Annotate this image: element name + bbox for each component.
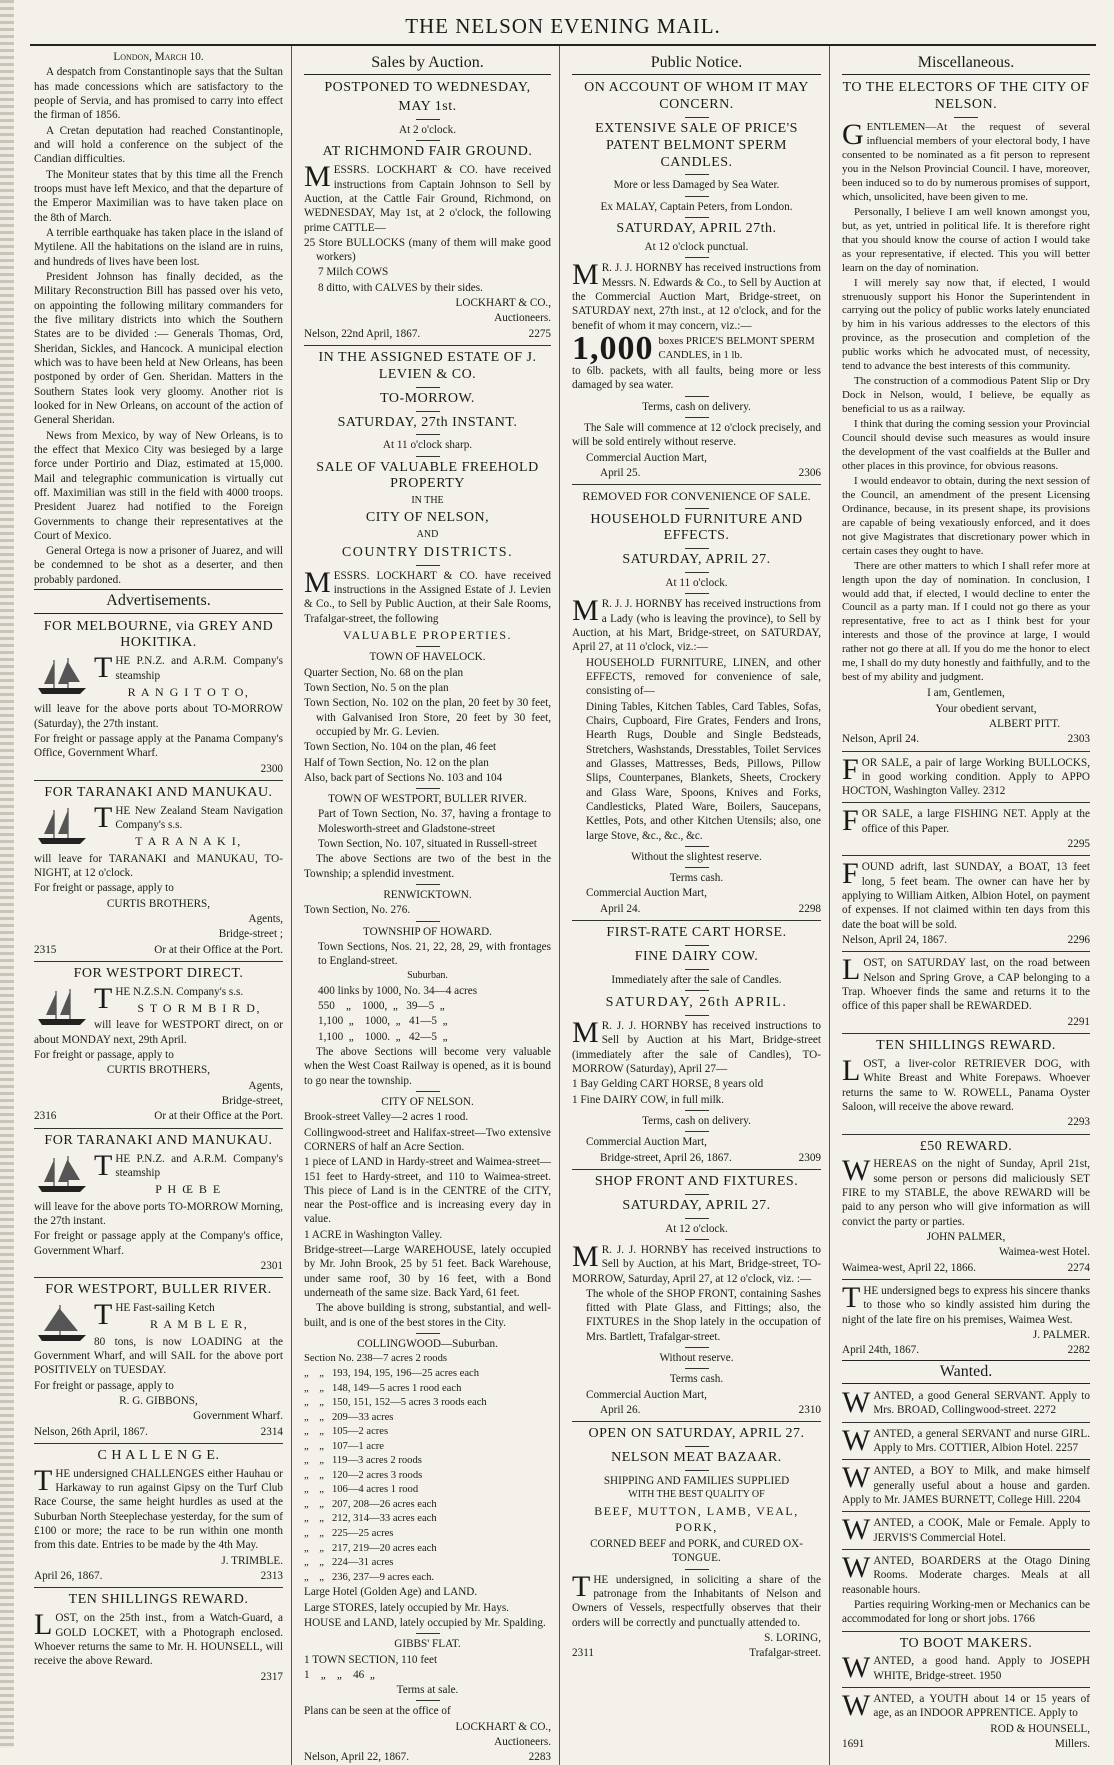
wanted-cook: WANTED, a COOK, Male or Female. Apply to JERVIS'S Commercial Hotel. [842, 1513, 1090, 1547]
auction-place: AT RICHMOND FAIR GROUND. [322, 144, 533, 160]
property-line: „ „ 120—2 acres 3 roods [304, 1469, 423, 1481]
ad-number: 2303 [1067, 733, 1090, 746]
notice-headline: SATURDAY, APRIL 27th. [616, 221, 777, 237]
misc-body: OR SALE, a large FISHING NET. Apply at the office of this Paper. [861, 808, 1090, 835]
auction-headline: TO-MORROW. [380, 390, 475, 406]
ad-number: 2301 [260, 1259, 283, 1272]
ad-body: will leave for WESTPORT direct, on or about MONDAY next, 29th April. [34, 1019, 283, 1046]
notice-time: At 11 o'clock. [665, 576, 728, 589]
ketch-icon [34, 1301, 90, 1345]
notice-headline: ON ACCOUNT OF WHOM IT MAY CONCERN. [584, 80, 809, 113]
ad-body: 80 tons, is now LOADING at the Government Wharf, and will SAIL for the above port POSITIVELY on TUESDAY. [34, 1335, 283, 1377]
news-paragraph: General Ortega is now a prisoner of Juarez, and will be condemned to be shot as a deserter, and then probably pardoned. [34, 545, 283, 586]
letter-date: Nelson, April 24. [842, 733, 920, 746]
property-heading: TOWNSHIP OF HOWARD. [363, 925, 492, 938]
misc-body: HEREAS on the night of Sunday, April 21st, some person or persons did maliciously SET FIRE to my STABLE, the above REWARD will be paid to any person who will give information as will convict the party or parties. [842, 1158, 1090, 1228]
wanted-nurse-girl: WANTED, a general SERVANT and nurse GIRL. Apply to Mrs. COTTIER, Albion Hotel. 2257 [842, 1423, 1090, 1457]
notice-headline: REMOVED FOR CONVENIENCE OF SALE. [582, 489, 811, 504]
ad-number: 2282 [1067, 1344, 1090, 1357]
property-line: The above Sections are two of the best in the Township; a splendid investment. [304, 853, 551, 880]
notice-headline: SATURDAY, APRIL 27. [622, 1197, 771, 1213]
auctioneer-role: Auctioneers. [494, 312, 551, 325]
notice-headline: SHOP FRONT AND FIXTURES. [594, 1173, 799, 1189]
auction-item: 8 ditto, with CALVES by their sides. [318, 281, 483, 294]
notice-headline: OPEN ON SATURDAY, APRIL 27. [588, 1426, 805, 1442]
property-line: 400 links by 1000, No. 34—4 acres [318, 984, 478, 997]
misc-date: Waimea-west, April 22, 1866. [842, 1261, 976, 1274]
notice-headline: NELSON MEAT BAZAAR. [611, 1450, 782, 1466]
news-paragraph: President Johnson has finally decided, as the Military Reconstruction Bill has passed over his veto, on appointing the following military commanders for the five military districts into which the Southern States are to be divided :— Generals Thomas, Ord, Sheridan, Sickles, and Hancock. A municipal election which was to have been held at New Orleans, has been postponed by order of Gen. Sheridan. Matters in the Southern States look very gloomy. Another riot is looked for in New Orleans, on account of the action of General Sheridan. [34, 270, 283, 427]
property-line: Bridge-street—Large WAREHOUSE, lately occupied by Mr. John Brook, 25 by 51 feet. Back Warehouse, under same roof, 30 by 16 feet, with a Bond underneath of the same size. Back Yard, 61 feet. [304, 1244, 551, 1300]
ad-number: 2293 [1067, 1116, 1090, 1129]
ship-name: R A N G I T O T O, [127, 684, 250, 699]
auction-date: Nelson, 22nd April, 1867. [304, 327, 421, 340]
notice-terms: Terms cash. [669, 872, 724, 885]
letter-closing: Your obedient servant, [935, 702, 1037, 715]
misc-electors-address: TO THE ELECTORS OF THE CITY OF NELSON. GENTLEMEN—At the request of several influencial members of your electoral body, I have consented to be nominated as a fit person to represent you in the Nelson Provincial Council. I have, moreover, been induced so to do by numerous promises of support, which, unsolicited, have been given to me. Personally, I believe I am well known amongst you, but, as yet, untried in political life. It is therefore right that you should know the course of action I would take as your representative, if elected. This you will better learn on the day of nomination. I will merely say now that, if elected, I would strenuously support his Honor the Superintendent in carrying out the policy of public works lately enunciated by him in his various addresses to the electors of this province, as the prosecution and completion of the public works which he advocated must, of necessity, tend to advance the best interests of this community. The construction of a commodious Patent Slip or Dry Dock in Nelson, would, I believe, be equally as beneficial to us as a railway. I think that during the coming session your Provincial Council should devise such measures as would insure the development of the vast coalfields at the Buller and other places in this province, for obvious reasons. I would endeavor to obtain, during the next session of the Council, an amendment of the present Licensing Ordinance, because, in its present shape, its provisions are capable of being vexatiously enforced, and it does not give Magistrates that discretionary power which in certain cases they ought to have. There are other matters to which I shall refer more at length upon the day of nomination. In conclusion, I would add that, if elected, I would decline to enter the Council as a party man. If I could not go there as your representative, free to act as I think best for your interests and those of the province at large, I would rather not go there at all. If you do me the honor to elect me, I shall do my duty honestly and faithfully, and to the best of my ability and judgment. I am, Gentlemen, Your obedient servant, ALBERT PITT. Nelson, April 24. 2303 [842, 80, 1090, 746]
ad-body: HE New Zealand Steam Navigation Company's s.s. [115, 804, 283, 831]
letter-paragraph: There are other matters to which I shall refer more at length upon the day of nomination. In conclusion, I would add that, if elected, I would decline to enter the Council as a party man. If I could not go there as your representative, free to act as I think best for your interests and those of the province at large, I would rather not go there at all. If you do me the honor to elect me, I shall do my duty honestly and faithfully, and to the best of my ability and judgment. [842, 559, 1090, 684]
property-line: „ „ 209—33 acres [304, 1411, 394, 1423]
notice-line: More or less Damaged by Sea Water. [613, 179, 780, 192]
columns [30, 46, 1096, 1764]
letter-paragraph: The construction of a commodious Patent Slip or Dry Dock in Nelson, would, I believe, be equally as beneficial to us as a railway. [842, 375, 1090, 416]
notice-street: Trafalgar-street. [749, 1647, 821, 1660]
notice-household-furniture: REMOVED FOR CONVENIENCE OF SALE. HOUSEHOLD FURNITURE AND EFFECTS. SATURDAY, APRIL 27. At 11 o'clock. M R. J. J. HORNBY has received instructions from a Lady (who is leaving the province), to Sell by Auction, at his Mart, Bridge-street, on SATURDAY, April 27, at 11 o'clock, viz.:— HOUSEHOLD FURNITURE, LINEN, and other EFFECTS, removed for convenience of sale, consisting of— Dining Tables, Kitchen Tables, Card Tables, Sofas, Chairs, Cupboard, Fire Grates, Fenders and Irons, Hearth Rugs, Double and Single Bedsteads, Stretchers, Washstands, Dresstables, Toilet Services and Glasses, Mattresses, Beds, Pillows, Pillow Slips, Counterpanes, Blankets, Sheets, Crockery and Glass Ware, Spoons, Knives and Forks, Candlesticks, Plated Ware, Boilers, Saucepans, Kettles, Pots, and other Kitchen Utensils; also, one large Stove, &c., &c., &c. Without the slightest reserve. Terms cash. Commercial Auction Mart, April 24. 2298 [572, 489, 821, 915]
ad-number: 2310 [798, 1404, 821, 1417]
ad-number: 2204 [1058, 1494, 1081, 1507]
property-line: 1 TOWN SECTION, 110 feet [304, 1653, 438, 1666]
page-binding-edge [0, 0, 14, 1748]
property-line: „ „ 105—2 acres [304, 1426, 389, 1438]
ad-freight: For freight or passage, apply to [34, 1379, 174, 1392]
property-line: Large Hotel (Golden Age) and LAND. [304, 1586, 478, 1599]
steamship-icon [34, 1152, 90, 1196]
misc-signature: Waimea-west Hotel. [998, 1246, 1090, 1259]
wanted-body: ANTED, a general SERVANT and nurse GIRL. Apply to Mrs. COTTIER, Albion Hotel. [873, 1427, 1090, 1455]
ad-title: FOR TARANAKI AND MANUKAU. [44, 784, 273, 800]
wanted-body: Parties requiring Working-men or Mechanics can be accommodated for long or short jobs. [842, 1598, 1090, 1626]
ad-number: 2311 [572, 1647, 594, 1660]
auction-subheading: VALUABLE PROPERTIES. [342, 627, 513, 642]
property-line: Also, back part of Sections No. 103 and 104 [304, 771, 503, 784]
misc-date: April 24th, 1867. [842, 1344, 920, 1357]
misc-bullocks-sale: FOR SALE, a pair of large Working BULLOCKS, in good working condition. Apply to APPO HOCTON, Washington Valley. 2312 [842, 752, 1090, 798]
wanted-body: ANTED, a good General SERVANT. Apply to Mrs. BROAD, Collingwood-street. [873, 1390, 1090, 1417]
auction-headline: MAY 1st. [398, 99, 457, 115]
auction-headline: CITY OF NELSON, [365, 510, 490, 526]
auction-item: 1 Fine DAIRY COW, in full milk. [572, 1093, 725, 1106]
ad-body: HE undersigned CHALLENGES either Hauhau or Harkaway to run against Gipsy on the Turf Club Race Course, the same height hurdles as used at the Suburban North Steeplechase yesterday, for the sum of £100 or more; the race to be run within one month from this date. Entries to be made by the 4th May. [34, 1467, 283, 1552]
letter-paragraph: I think that during the coming session your Provincial Council should devise such measures as would insure the development of the vast coalfields at the Buller and other places in this province, for obvious reasons. [842, 418, 1090, 472]
property-line: 550 „ 1000, „ 39—5 „ [318, 999, 445, 1012]
auction-levien-estate: IN THE ASSIGNED ESTATE OF J. LEVIEN & CO. TO-MORROW. SATURDAY, 27th INSTANT. At 11 o'clock sharp. SALE OF VALUABLE FREEHOLD PROPERTY IN THE CITY OF NELSON, AND COUNTRY DISTRICTS. MESSRS. LOCKHART & CO. have received instructions in the Assigned Estate of J. Levien & Co., to Sell by Public Auction, at their Sale Rooms, Trafalgar-street, the following VALUABLE PROPERTIES. TOWN OF HAVELOCK. Quarter Section, No. 68 on the plan Town Section, No. 5 on the plan Town Section, No. 102 on the plan, 20 feet by 30 feet, with Galvanised Iron Store, 20 feet by 30 feet, occupied by Mr. G. Levien. Town Section, No. 104 on the plan, 46 feet Half of Town Section, No. 12 on the plan Also, back part of Sections No. 103 and 104 TOWN OF WESTPORT, BULLER RIVER. Part of Town Section, No. 37, having a frontage to Molesworth-street and Gladstone-street Town Section, No. 107, situated in Russell-street The above Sections are two of the best in the Township; a splendid investment. RENWICKTOWN. Town Section, No. 276. TOWNSHIP OF HOWARD. Town Sections, Nos. 21, 22, 28, 29, with frontages to England-street. Suburban. 400 links by 1000, No. 34—4 acres 550 „ 1000, „ 39—5 „ 1,100 „ 1000, „ 41—5 „ 1,100 „ 1000. „ 42—5 „ The above Sections will become very valuable when the West Coast Railway is opened, as it is bound to go near the township. CITY OF NELSON. Brook-street Valley—2 acres 1 rood. Collingwood-street and Halifax-street—Two extensive CORNERS of half an Acre Section. 1 piece of LAND in Hardy-street and Waimea-street—151 feet to Hardy-street, and 110 to Waimea-street. This piece of Land is in the CENTRE of the CITY, near the Post-office and is increasing every day in value. 1 ACRE in Washington Valley. Bridge-street—Large WAREHOUSE, lately occupied by Mr. John Brook, 25 by 51 feet. Back Warehouse, under same roof, 30 by 16 feet, with a Bond underneath of the same size. Back Yard, 61 feet. The above building is strong, substantial, and well-built, and is one of the best stores in the City. COLLINGWOOD—Suburban. Section No. 238—7 acres 2 roods „ „ 193, 194, 195, 196—25 acres each „ „ 148, 149—5 acres 1 rood each „ „ 150, 151, 152—5 acres 3 roods each „ „ 209—33 acres „ „ 105—2 acres „ „ 107—1 acre „ „ 119—3 acres 2 roods „ „ 120—2 acres 3 roods „ „ 106—4 acres 1 rood „ „ 207, 208—26 acres each „ „ 212, 314—33 acres each „ „ 225—25 acres „ „ 217, 219—20 acres each „ „ 224—31 acres „ „ 236, 237—9 acres each. Large Hotel (Golden Age) and LAND. Large STORES, lately occupied by Mr. Hays. HOUSE and LAND, lately occupied by Mr. Spalding. GIBBS' FLAT. 1 TOWN SECTION, 110 feet 1 „ „ 46 „ Terms at sale. Plans can be seen at the office of LOCKHART & CO., Auctioneers. Nelson, April 22, 1867. 2283 [304, 350, 551, 1764]
notice-date: April 26. [600, 1404, 641, 1417]
ad-westport-direct: FOR WESTPORT DIRECT. THE N.Z.S.N. Company's s.s. S T O R M B I R D, will leave for WESTPORT direct, on or about MONDAY next, 29th April. For freight or passage, apply to CURTIS BROTHERS, Agents, Bridge-street, 2316 Or at their Office at the Port. [34, 965, 283, 1123]
ship-name: R A M B L E R, [150, 1317, 249, 1332]
wanted-title: TO BOOT MAKERS. [899, 1635, 1033, 1651]
agent-office: Or at their Office at the Port. [154, 943, 283, 956]
auctioneer-name: LOCKHART & CO., [455, 1720, 551, 1733]
ad-number: 2272 [1033, 1404, 1057, 1417]
property-line: The above building is strong, substantial, and well-built, and is one of the best stores in the City. [304, 1302, 551, 1329]
property-heading: CITY OF NELSON. [381, 1095, 474, 1108]
misc-body: HE undersigned begs to express his sincere thanks to those who so kindly assisted him during the night of the late fire on his premises, Waimea West. [842, 1284, 1090, 1326]
news-paragraph: A Cretan deputation had reached Constantinople, and will hold a conference on the subject of the Candian difficulties. [34, 124, 283, 166]
ad-freight: For freight or passage apply at the Panama Company's Office, Government Wharf. [34, 732, 283, 760]
notice-line: Ex MALAY, Captain Peters, from London. [600, 200, 793, 213]
property-line: HOUSE and LAND, lately occupied by Mr. Spalding. [304, 1616, 546, 1629]
ad-number: 2316 [34, 1110, 57, 1123]
ad-number: 2257 [1055, 1442, 1079, 1455]
notice-date: April 24. [600, 902, 641, 915]
letter-paragraph: ENTLEMEN—At the request of several influencial members of your electoral body, I have consented to be nominated as a fit person to represent you in the Nelson Provincial Council. I have, moreover, been induced so to do by numerous promises of support, which, unsolicited, have been given to me. [842, 121, 1090, 203]
ship-name: P H Œ B E [155, 1182, 222, 1197]
notice-meat-bazaar: OPEN ON SATURDAY, APRIL 27. NELSON MEAT BAZAAR. SHIPPING AND FAMILIES SUPPLIED WITH THE BEST QUALITY OF BEEF, MUTTON, LAMB, VEAL, PORK, CORNED BEEF and PORK, and CURED OX-TONGUE. THE undersigned, in soliciting a share of the patronage from the Inhabitants of Nelson and Owners of Vessels, respectfully observes that their orders will be correctly and punctually attended to. S. LORING, 2311 Trafalgar-street. [572, 1426, 821, 1660]
auctioneer-role: Auctioneers. [494, 1736, 551, 1749]
property-line: Quarter Section, No. 68 on the plan [304, 666, 464, 679]
auction-headline: COUNTRY DISTRICTS. [341, 544, 514, 560]
auction-mart: Commercial Auction Mart, [586, 451, 707, 464]
auction-cattle: POSTPONED TO WEDNESDAY, MAY 1st. At 2 o'clock. AT RICHMOND FAIR GROUND. MESSRS. LOCKHART & CO. have received instructions from Captain Johnson to Sell by Auction, at the Cattle Fair Ground, Richmond, on WEDNESDAY, May 1st, at 2 o'clock, the following prime CATTLE— 25 Store BULLOCKS (many of them will make good workers) 7 Milch COWS 8 ditto, with CALVES by their sides. LOCKHART & CO., Auctioneers. Nelson, 22nd April, 1867. 2275 [304, 80, 551, 340]
ad-number: 2275 [528, 327, 551, 340]
ad-melbourne [34, 619, 283, 776]
misc-signature: J. PALMER. [1032, 1328, 1090, 1341]
auction-mart: Commercial Auction Mart, [586, 887, 707, 900]
property-line: Brook-street Valley—2 acres 1 rood. [304, 1111, 469, 1124]
steamship-icon [34, 804, 90, 848]
auction-headline: IN THE ASSIGNED ESTATE OF J. LEVIEN & CO. [318, 350, 537, 382]
ad-taranaki: FOR TARANAKI AND MANUKAU. THE New Zealand Steam Navigation Company's s.s. T A R A N A K I, will leave for TARANAKI and MANUKAU, TO-NIGHT, at 12 o'clock. For freight or passage, apply to CURTIS BROTHERS, Agents, Bridge-street ; 2315 Or at their Office at the Port. [34, 784, 283, 956]
misc-boat-found: FOUND adrift, last SUNDAY, a BOAT, 13 feet long, 5 feet beam. The owner can have her by applying to William Aitken, Albion Hotel, on payment of expenses. If not claimed within ten days from this date the boat will be sold. Nelson, April 24, 1867. 2296 [842, 857, 1090, 947]
notice-date: April 25. [600, 466, 641, 479]
notice-signature: S. LORING, [764, 1631, 821, 1644]
property-line: „ „ 107—1 acre [304, 1440, 385, 1452]
notice-headline: SATURDAY, APRIL 27. [622, 552, 771, 568]
ship-name: S T O R M B I R D, [137, 1001, 261, 1016]
misc-body: OST, on SATURDAY last, on the road between Nelson and Spring Grove, a CAP belonging to a Trap. Whoever finds the same and returns it to the office of this paper shall be REWARDED. [842, 957, 1090, 1013]
ad-number: 2317 [260, 1670, 283, 1683]
property-line: Town Section, No. 107, situated in Russell-street [318, 838, 537, 851]
property-line: 1,100 „ 1000. „ 42—5 „ [318, 1030, 448, 1043]
auctioneer-name: LOCKHART & CO., [455, 297, 551, 310]
property-line: Section No. 238—7 acres 2 roods [304, 1353, 447, 1365]
notice-cart-horse: FIRST-RATE CART HORSE. FINE DAIRY COW. Immediately after the sale of Candles. SATURDAY, 26th APRIL. M R. J. J. HORNBY has received instructions to Sell by Auction at his Mart, Bridge-street (immediately after the sale of Candles), TO-MORROW (Saturday), April 27— 1 Bay Gelding CART HORSE, 8 years old 1 Fine DAIRY COW, in full milk. Terms, cash on delivery. Commercial Auction Mart, Bridge-street, April 26, 1867. 2309 [572, 925, 821, 1164]
news-paragraph: A despatch from Constantinople says that the Sultan has made concessions which are satisfactory to the people of Servia, and has promised to carry into effect the firman of 1856. [34, 66, 283, 122]
notice-body: to 6lb. packets, with all faults, being more or less damaged by sea water. [572, 364, 821, 392]
property-line: Town Sections, Nos. 21, 22, 28, 29, with frontages to England-street. [318, 941, 551, 968]
wanted-boy: WANTED, a BOY to Milk, and make himself generally useful about a house and garden. Apply to Mr. JAMES BURNETT, College Hill. 2204 [842, 1461, 1090, 1507]
notice-body: boxes PRICE'S BELMONT SPERM CANDLES, in 1 lb. [658, 336, 815, 361]
auction-plans: Plans can be seen at the office of [304, 1705, 451, 1718]
property-line: Town Section, No. 102 on the plan, 20 feet by 30 feet, with Galvanised Iron Store, 20 feet by 30 feet, occupied by Mr. G. Levien. [304, 697, 551, 738]
news-paragraph: A terrible earthquake has taken place in the island of Mytilene. All the habitations on the island are in ruins, and hundreds of lives have been lost. [34, 226, 283, 268]
ad-title: FOR TARANAKI AND MANUKAU. [44, 1132, 273, 1148]
news-paragraph: The Moniteur states that by this time all the French troops must have left Mexico, and that the departure of the Emperor Maximilian was to have taken place on the 8th of March. [34, 168, 283, 224]
ad-body: HE P.N.Z. and A.R.M. Company's steamship [115, 1152, 283, 1179]
ad-body: OST, on the 25th inst., from a Watch-Guard, a GOLD LOCKET, with a Photograph enclosed. Whoever returns the same to Mr. H. HOUNSELL, will receive the above Reward. [34, 1612, 283, 1668]
misc-title: TEN SHILLINGS REWARD. [876, 1038, 1056, 1054]
notice-body: HE undersigned, in soliciting a share of the patronage from the Inhabitants of Nelson and Owners of Vessels, respectfully observes that their orders will be correctly and punctually attended to. [572, 1573, 821, 1629]
ad-body: will leave for TARANAKI and MANUKAU, TO-NIGHT, at 12 o'clock. [34, 852, 283, 879]
misc-stable-fire-reward: £50 REWARD. WHEREAS on the night of Sunday, April 21st, some person or persons did maliciously SET FIRE to my STABLE, the above REWARD will be paid to any person who will give information as will convict the party or parties. JOHN PALMER, Waimea-west Hotel. Waimea-west, April 22, 1866. 2274 [842, 1138, 1090, 1274]
ad-body: HE Fast-sailing Ketch [115, 1302, 215, 1314]
property-line: 1 ACRE in Washington Valley. [304, 1228, 443, 1241]
ad-number: 2315 [34, 943, 57, 956]
ad-title: C H A L L E N G E. [97, 1447, 220, 1463]
ship-name: T A R A N A K I, [135, 834, 242, 849]
ad-number: 2300 [260, 762, 283, 775]
auction-item: 7 Milch COWS [318, 266, 389, 279]
ad-signature: J. TRIMBLE. [221, 1554, 283, 1567]
column-public-notice [568, 46, 830, 1765]
auction-mart: Commercial Auction Mart, [586, 1136, 707, 1149]
notice-headline: SATURDAY, 26th APRIL. [605, 995, 788, 1011]
ad-number: 2309 [798, 1151, 821, 1164]
auction-headline: SATURDAY, 27th INSTANT. [337, 414, 518, 430]
ad-title: TEN SHILLINGS REWARD. [68, 1592, 249, 1608]
newspaper-title: THE NELSON EVENING MAIL. [405, 14, 721, 38]
column-sales-by-auction [300, 46, 560, 1765]
property-line: Town Section, No. 104 on the plan, 46 feet [304, 741, 497, 754]
ad-number: 2283 [528, 1751, 551, 1764]
agent-name: CURTIS BROTHERS, [106, 1064, 211, 1077]
agent-street: Bridge-street, [221, 1095, 283, 1108]
steamship-icon [34, 985, 90, 1029]
auction-item: 25 Store BULLOCKS (many of them will make good workers) [304, 236, 551, 264]
property-line: „ „ 217, 219—20 acres each [304, 1542, 437, 1554]
property-subheading: Suburban. [407, 969, 448, 981]
masthead [30, 0, 1096, 46]
wanted-boarders: WANTED, BOARDERS at the Otago Dining Rooms. Moderate charges. Meals at all reasonable hours. Parties requiring Working-men or Mechanics can be accommodated for long or short jobs. 1766 [842, 1551, 1090, 1626]
ad-freight: For freight or passage apply at the Company's office, Government Wharf. [34, 1230, 283, 1257]
notice-terms: Terms, cash on delivery. [642, 1114, 751, 1127]
notice-headline: BEEF, MUTTON, LAMB, VEAL, PORK, [594, 1504, 799, 1534]
section-heading-sales: Sales by Auction. [304, 52, 551, 75]
auction-body: ESSRS. LOCKHART & CO. have received instructions in the Assigned Estate of J. Levien & Co., to Sell by Public Auction, at their Sale Rooms, Trafalgar-street, the following [304, 569, 551, 625]
agent-street: Bridge-street ; [218, 928, 283, 941]
ad-title: FOR WESTPORT, BULLER RIVER. [45, 1282, 272, 1298]
ad-title: FOR WESTPORT DIRECT. [73, 965, 244, 981]
misc-title: £50 REWARD. [919, 1138, 1013, 1154]
auction-date: Nelson, April 22, 1867. [304, 1751, 410, 1764]
property-heading: GIBBS' FLAT. [394, 1638, 461, 1651]
misc-body: OUND adrift, last SUNDAY, a BOAT, 13 feet long, 5 feet beam. The owner can have her by applying to William Aitken, Albion Hotel, on payment of expenses. If not claimed within ten days from this date the boat will be sold. [842, 861, 1090, 931]
notice-headline: FIRST-RATE CART HORSE. [606, 925, 787, 941]
misc-cap-lost: LOST, on SATURDAY last, on the road between Nelson and Spring Grove, a CAP belonging to a Trap. Whoever finds the same and returns it to the office of this paper shall be REWARDED. 2291 [842, 953, 1090, 1028]
agent-name: CURTIS BROTHERS, [106, 897, 211, 910]
property-line: Part of Town Section, No. 37, having a frontage to Molesworth-street and Gladstone-street [318, 808, 551, 835]
ad-date: Nelson, 26th April, 1867. [34, 1425, 148, 1438]
misc-thanks: THE undersigned begs to express his sincere thanks to those who so kindly assisted him during the night of the late fire on his premises, Waimea West. J. PALMER. April 24th, 1867. 2282 [842, 1280, 1090, 1357]
section-heading-wanted: Wanted. [842, 1360, 1090, 1384]
ad-number: 2298 [798, 902, 821, 915]
collingwood-list [304, 1352, 551, 1584]
notice-date: Bridge-street, April 26, 1867. [600, 1151, 732, 1164]
wanted-body: ANTED, a BOY to Milk, and make himself generally useful about a house and garden. Apply to Mr. JAMES BURNETT, College Hill. [842, 1465, 1090, 1507]
ad-reward-locket: TEN SHILLINGS REWARD. LOST, on the 25th inst., from a Watch-Guard, a GOLD LOCKET, with a Photograph enclosed. Whoever returns the same to Mr. H. HOUNSELL, will receive the above Reward. 2317 [34, 1592, 283, 1683]
column-news [30, 46, 292, 1765]
notice-terms: Terms, cash on delivery. [642, 400, 751, 413]
property-line: „ „ 236, 237—9 acres each. [304, 1571, 435, 1583]
property-line: „ „ 224—31 acres [304, 1557, 394, 1569]
ad-number: 2314 [260, 1425, 283, 1438]
auction-headline: POSTPONED TO WEDNESDAY, [324, 80, 531, 96]
notice-shop-front: SHOP FRONT AND FIXTURES. SATURDAY, APRIL 27. At 12 o'clock. M R. J. J. HORNBY has received instructions to Sell by Auction, at his Mart, Bridge-street, TO-MORROW, Saturday, April 27, at 12 o'clock, viz. :— The whole of the SHOP FRONT, containing Sashes fitted with Plate Glass, and Fittings; also, the FIXTURES in the Shop lately in the occupation of Mrs. Bartlett, Trafalgar-street. Without reserve. Terms cash. Commercial Auction Mart, April 26. 2310 [572, 1173, 821, 1417]
notice-body: The Sale will commence at 12 o'clock precisely, and will be sold entirely without reserve. [572, 421, 821, 449]
property-line: „ „ 225—25 acres [304, 1528, 394, 1539]
misc-body: OST, a liver-color RETRIEVER DOG, with White Breast and White Forepaws. Whoever returns the same to W. ROWELL, Panama Oyster Saloon, will receive the above reward. [842, 1057, 1090, 1113]
notice-line: CORNED BEEF and PORK, and CURED OX-TONGUE. [590, 1537, 803, 1565]
property-line: 1 piece of LAND in Hardy-street and Waimea-street—151 feet to Hardy-street, and 110 to Waimea-street. This piece of Land is in the CENTRE of the CITY, near the Post-office and is increasing every day in value. [304, 1156, 551, 1226]
notice-candles: ON ACCOUNT OF WHOM IT MAY CONCERN. EXTENSIVE SALE OF PRICE'S PATENT BELMONT SPERM CANDLES. More or less Damaged by Sea Water. Ex MALAY, Captain Peters, from London. SATURDAY, APRIL 27th. At 12 o'clock punctual. M R. J. J. HORNBY has received instructions from Messrs. N. Edwards & Co., to Sell by Auction at the Commercial Auction Mart, Bridge-street, on SATURDAY next, 27th inst., at 12 o'clock, and for the benefit of whom it may concern, viz.:— 1,000 boxes PRICE'S BELMONT SPERM CANDLES, in 1 lb. to 6lb. packets, with all faults, being more or less damaged by sea water. Terms, cash on delivery. The Sale will commence at 12 o'clock precisely, and will be sold entirely without reserve. Commercial Auction Mart, April 25. 2306 [572, 80, 821, 479]
section-heading-miscellaneous: Miscellaneous. [842, 52, 1090, 75]
wanted-body: ANTED, BOARDERS at the Otago Dining Rooms. Moderate charges. Meals at all reasonable hours. [842, 1555, 1090, 1596]
ad-westport-buller: FOR WESTPORT, BULLER RIVER. THE Fast-sailing Ketch R A M B L E R, 80 tons, is now LOADING at the Government Wharf, and will SAIL for the above port POSITIVELY on TUESDAY. For freight or passage, apply to R. G. GIBBONS, Government Wharf. Nelson, 26th April, 1867. 2314 [34, 1282, 283, 1438]
auction-terms: Terms at sale. [396, 1684, 459, 1697]
notice-body: The whole of the SHOP FRONT, containing Sashes fitted with Plate Glass, and Fittings; also, the FIXTURES in the Shop lately in the occupation of Mrs. Bartlett, Trafalgar-street. [586, 1287, 821, 1343]
ad-number: 2295 [1067, 838, 1090, 851]
wanted-body: ANTED, a YOUTH about 14 or 15 years of age, as an INDOOR APPRENTICE. Apply to [873, 1693, 1090, 1720]
agent-street: Government Wharf. [193, 1410, 283, 1423]
property-heading: TOWN OF HAVELOCK. [369, 651, 486, 664]
misc-date: Nelson, April 24, 1867. [842, 934, 948, 947]
letter-closing: I am, Gentlemen, [927, 687, 1005, 700]
misc-dog-reward: TEN SHILLINGS REWARD. LOST, a liver-color RETRIEVER DOG, with White Breast and White Forepaws. Whoever returns the same to W. ROWELL, Panama Oyster Saloon, will receive the above reward. 2293 [842, 1038, 1090, 1129]
agent-name: R. G. GIBBONS, [119, 1395, 198, 1407]
auction-mart: Commercial Auction Mart, [586, 1388, 707, 1401]
notice-body: R. J. J. HORNBY has received instructions to Sell by Auction, at his Mart, Bridge-street, TO-MORROW, Saturday, April 27, at 12 o'clock, viz. :— [572, 1243, 821, 1285]
wanted-servant: WANTED, a good General SERVANT. Apply to Mrs. BROAD, Collingwood-street. 2272 [842, 1386, 1090, 1420]
section-heading-advertisements: Advertisements. [34, 589, 283, 613]
auction-headline: AND [416, 528, 439, 540]
property-line: Town Section, No. 5 on the plan [304, 681, 449, 694]
ad-number: 2306 [798, 466, 821, 479]
auction-time: At 2 o'clock. [398, 124, 456, 137]
property-line: Large STORES, lately occupied by Mr. Hays. [304, 1601, 509, 1614]
property-line: „ „ 150, 151, 152—5 acres 3 roods each [304, 1397, 487, 1409]
quantity-figure: 1,000 [572, 329, 654, 367]
wanted-signature: ROD & HOUNSELL, [990, 1722, 1090, 1735]
wanted-apprentice: WANTED, a YOUTH about 14 or 15 years of age, as an INDOOR APPRENTICE. Apply to ROD & HOUNSELL, 1691 Millers. [842, 1689, 1090, 1751]
notice-body: HOUSEHOLD FURNITURE, LINEN, and other EFFECTS, removed for convenience of sale, consisting of— [586, 656, 821, 698]
notice-line: SHIPPING AND FAMILIES SUPPLIED [603, 1475, 790, 1488]
misc-fishing-net: FOR SALE, a large FISHING NET. Apply at the office of this Paper. 2295 [842, 804, 1090, 851]
property-line: „ „ 193, 194, 195, 196—25 acres each [304, 1367, 480, 1379]
property-line: „ „ 119—3 acres 2 roods [304, 1455, 422, 1467]
ad-date: April 26, 1867. [34, 1570, 103, 1583]
auction-headline: IN THE [411, 495, 444, 507]
property-line: „ „ 207, 208—26 acres each [304, 1498, 437, 1510]
property-line: 1,100 „ 1000, „ 41—5 „ [318, 1015, 448, 1028]
steamship-icon [34, 654, 90, 698]
wanted-signature: Millers. [1054, 1738, 1090, 1751]
drop-cap: T [94, 651, 113, 685]
ad-body: will leave for the above ports about TO-MORROW (Saturday), the 27th instant. [34, 703, 283, 730]
misc-signature: JOHN PALMER, [926, 1230, 1006, 1243]
property-line: Half of Town Section, No. 12 on the plan [304, 756, 489, 769]
property-line: „ „ 212, 314—33 acres each [304, 1513, 437, 1525]
wanted-body: ANTED, a good hand. Apply to JOSEPH WHITE, Bridge-street. [873, 1655, 1090, 1682]
property-line: Town Section, No. 276. [304, 904, 411, 917]
notice-body: R. J. J. HORNBY has received instructions to Sell by Auction at his Mart, Bridge-street (immediately after the sale of Candles), TO-MORROW (Saturday), April 27— [572, 1019, 821, 1075]
letter-paragraph: Personally, I believe I am well known amongst you, but, as yet, untried in political life. It is therefore right that you should know the course of action I would take as your representative, if elected. This you will better learn on the day of nomination. [842, 205, 1090, 274]
auction-body: ESSRS. LOCKHART & CO. have received instructions from Captain Johnson to Sell by Auction, at the Cattle Fair Ground, Richmond, on WEDNESDAY, May 1st, at 2 o'clock, the following prime CATTLE— [304, 164, 551, 234]
notice-line: Immediately after the sale of Candles. [611, 973, 782, 986]
notice-headline: EXTENSIVE SALE OF PRICE'S PATENT BELMONT SPERM CANDLES. [595, 121, 798, 170]
notice-body: R. J. J. HORNBY has received instructions from Messrs. N. Edwards & Co., to Sell by Auction at the Commercial Auction Mart, Bridge-street, on SATURDAY next, 27th inst., at 12 o'clock, and for the benefit of whom it may concern, viz.:— [572, 262, 821, 332]
furniture-list: Dining Tables, Kitchen Tables, Card Tables, Sofas, Chairs, Cupboard, Fire Grates, Fenders and Irons, Hearth Rugs, Double and Single Bedsteads, Stretchers, Washstands, Dresstables, Toilet Services and Glasses, Mattresses, Beds, Pillows, Pillow Slips, Counterpanes, Blankets, Sheets, Crockery and Glass Ware, Spoons, Knives and Forks, Candlesticks, Plated Ware, Boilers, Saucepans, Kettles, Pots, and other Kitchen Utensils; also, one large Stove, &c., &c., &c. [586, 700, 821, 842]
ad-number: 2274 [1067, 1261, 1090, 1274]
ad-body: HE P.N.Z. and A.R.M. Company's steamship [115, 655, 283, 682]
auction-time: At 11 o'clock sharp. [382, 439, 473, 452]
agent-office: Or at their Office at the Port. [154, 1110, 283, 1123]
ad-body: will leave for the above ports TO-MORROW Morning, the 27th instant. [34, 1200, 283, 1227]
property-heading: COLLINGWOOD—Suburban. [357, 1338, 498, 1351]
property-heading: TOWN OF WESTPORT, BULLER RIVER. [328, 793, 527, 806]
notice-body: R. J. J. HORNBY has received instructions from a Lady (who is leaving the province), to Sell by Auction, at his Mart, Bridge-street, on SATURDAY, April 27, at 11 o'clock, viz.:— [572, 598, 821, 654]
ad-title: FOR MELBOURNE, via GREY AND HOKITIKA. [43, 618, 274, 651]
property-heading: RENWICKTOWN. [383, 889, 472, 902]
ad-number: 1766 [1012, 1613, 1035, 1626]
letter-paragraph: I will merely say now that, if elected, I would strenuously support his Honor the Superintendent in carrying out the policy of public works lately enunciated by him in his various addresses to the electors of this province, as the prosecution and completion of the public works which he advocated must, of necessity, tend to advance the best interests of this community. [842, 276, 1090, 373]
misc-body: OR SALE, a pair of large Working BULLOCKS, in good working condition. Apply to APPO HOCTON, Washington Valley. [842, 756, 1090, 798]
ad-freight: For freight or passage, apply to [34, 882, 174, 895]
property-line: „ „ 148, 149—5 acres 1 rood each [304, 1382, 462, 1394]
news-dateline: London, March 10. [113, 51, 204, 63]
wanted-boot-makers: TO BOOT MAKERS. WANTED, a good hand. Apply to JOSEPH WHITE, Bridge-street. 1950 [842, 1635, 1090, 1685]
letter-signature: ALBERT PITT. [988, 717, 1060, 730]
section-heading-public-notice: Public Notice. [572, 52, 821, 75]
misc-title: TO THE ELECTORS OF THE CITY OF NELSON. [842, 80, 1090, 113]
ad-number: 1691 [842, 1738, 865, 1751]
notice-headline: FINE DAIRY COW. [634, 948, 759, 964]
ad-freight: For freight or passage, apply to [34, 1049, 174, 1062]
wanted-body: ANTED, a COOK, Male or Female. Apply to JERVIS'S Commercial Hotel. [873, 1517, 1090, 1544]
ad-number: 2313 [260, 1570, 283, 1583]
ad-number: 1950 [978, 1669, 1002, 1682]
notice-time: At 12 o'clock. [665, 1222, 728, 1235]
agent-role: Agents, [248, 1079, 283, 1092]
ad-challenge: C H A L L E N G E. THE undersigned CHALLENGES either Hauhau or Harkaway to run against Gipsy on the Turf Club Race Course, the same height hurdles as used at the Suburban North Steeplechase yesterday, for the sum of £100 or more; the race to be run within one month from this date. Entries to be made by the 4th May. J. TRIMBLE. April 26, 1867. 2313 [34, 1447, 283, 1583]
notice-headline: HOUSEHOLD FURNITURE AND EFFECTS. [590, 511, 803, 544]
notice-line: WITH THE BEST QUALITY OF [628, 1489, 765, 1501]
property-line: The above Sections will become very valuable when the West Coast Railway is opened, as it is bound to go near the township. [304, 1045, 551, 1087]
letter-paragraph: I would endeavor to obtain, during the next session of the Council, an amendment of the present Licensing Ordinance, because, in its present shape, its provisions are capable of being vexatiously enforced, and it does not give Magistrates that discretionary power which in certain cases they ought to have. [842, 474, 1090, 557]
auction-item: 1 Bay Gelding CART HORSE, 8 years old [572, 1078, 764, 1091]
property-line: „ „ 106—4 acres 1 rood [304, 1484, 419, 1496]
ad-body: HE N.Z.S.N. Company's s.s. [115, 985, 244, 998]
ad-number: 2312 [983, 785, 1006, 798]
property-line: 1 „ „ 46 „ [304, 1668, 375, 1681]
notice-reserve: Without the slightest reserve. [631, 850, 762, 863]
ad-number: 2291 [1067, 1015, 1090, 1028]
property-line: Collingwood-street and Halifax-street—Two extensive CORNERS of half an Acre Section. [304, 1126, 551, 1153]
ad-taranaki-phoebe: FOR TARANAKI AND MANUKAU. THE P.N.Z. and A.R.M. Company's steamship P H Œ B E will leave for the above ports TO-MORROW Morning, the 27th instant. For freight or passage apply at the Company's office, Government Wharf. 2301 [34, 1132, 283, 1272]
ad-number: 2296 [1067, 934, 1090, 947]
notice-terms: Terms cash. [669, 1373, 724, 1386]
news-paragraph: News from Mexico, by way of New Orleans, is to the effect that Mexico City was besieged by a large force under Portirio and Diaz, estimated at 15,000. Mail and telegraphic communication is virtually cut off. Maximilian was still in the field with 4000 troops. President Juarez had notified to the Foreign Governments to change their representatives at the Court of Mexico. [34, 429, 283, 542]
column-miscellaneous [838, 46, 1098, 1765]
auction-headline: SALE OF VALUABLE FREEHOLD PROPERTY [316, 459, 539, 492]
agent-role: Agents, [248, 912, 283, 925]
notice-time: At 12 o'clock punctual. [644, 240, 749, 253]
notice-reserve: Without reserve. [659, 1352, 734, 1365]
